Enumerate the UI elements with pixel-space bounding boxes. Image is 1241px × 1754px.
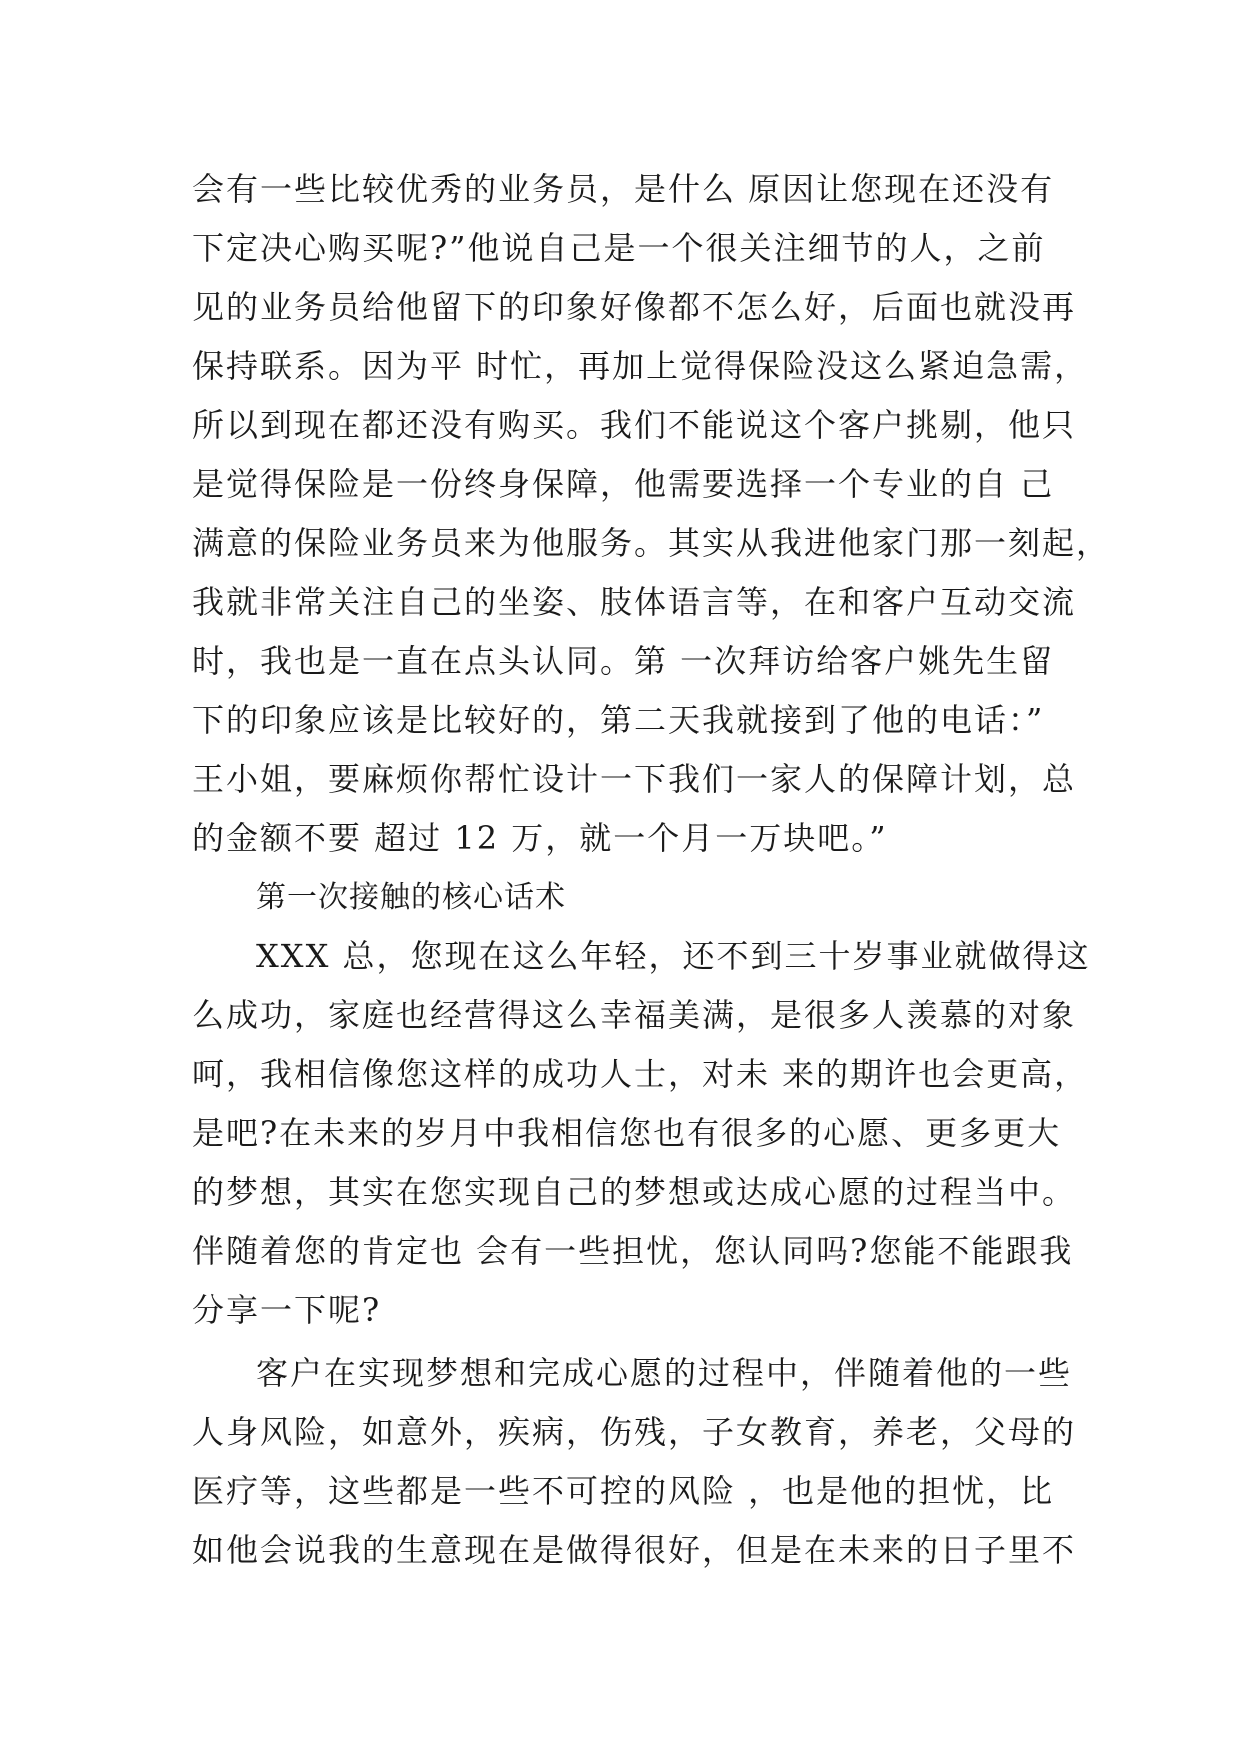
script-paragraph: [192, 927, 1091, 1340]
text-line: 会有一些比较优秀的业务员，是什么 原因让您现在还没有: [192, 170, 1055, 208]
text-line: 医疗等，这些都是一些不可控的风险 ，也是他的担忧，比: [192, 1472, 1055, 1510]
closing-paragraph: [192, 1344, 1077, 1580]
text-line: 客户在实现梦想和完成心愿的过程中，伴随着他的一些: [256, 1354, 1073, 1392]
text-line: 王小姐，要麻烦你帮忙设计一下我们一家人的保障计划，总: [192, 760, 1077, 798]
text-line: 人身风险，如意外，疾病，伤残，子女教育，养老，父母的: [192, 1413, 1077, 1451]
text-line: 如他会说我的生意现在是做得很好，但是在未来的日子里不: [192, 1531, 1077, 1569]
story-paragraph: [192, 160, 1111, 868]
text-line: 的金额不要 超过 12 万，就一个月一万块吧。”: [192, 819, 888, 857]
text-line: 是觉得保险是一份终身保障，他需要选择一个专业的自 己: [192, 465, 1055, 503]
text-line: 么成功，家庭也经营得这么幸福美满，是很多人羡慕的对象: [192, 996, 1077, 1034]
text-line: 时，我也是一直在点头认同。第 一次拜访给客户姚先生留: [192, 642, 1055, 680]
text-line: 的梦想，其实在您实现自己的梦想或达成心愿的过程当中。: [192, 1173, 1077, 1211]
text-line: 分享一下呢?: [192, 1291, 382, 1329]
text-line: 呵，我相信像您这样的成功人士，对未 来的期许也会更高，: [192, 1055, 1089, 1093]
text-line: 下的印象应该是比较好的，第二天我就接到了他的电话：”: [192, 701, 1045, 739]
document-body: [192, 160, 1111, 1580]
text-line: 是吧?在未来的岁月中我相信您也有很多的心愿、更多更大: [192, 1114, 1062, 1152]
text-line: XXX 总，您现在这么年轻，还不到三十岁事业就做得这: [256, 937, 1091, 975]
text-line: 所以到现在都还没有购买。我们不能说这个客户挑剔，他只: [192, 406, 1077, 444]
text-line: 伴随着您的肯定也 会有一些担忧，您认同吗?您能不能跟我: [192, 1232, 1074, 1270]
text-line: 保持联系。因为平 时忙，再加上觉得保险没这么紧迫急需，: [192, 347, 1089, 385]
text-line: 我就非常关注自己的坐姿、肢体语言等，在和客户互动交流: [192, 583, 1077, 621]
text-line: 见的业务员给他留下的印象好像都不怎么好，后面也就没再: [192, 288, 1077, 326]
text-line: 满意的保险业务员来为他服务。其实从我进他家门那一刻起，: [192, 524, 1111, 562]
text-line: 下定决心购买呢?”他说自己是一个很关注细节的人，之前: [192, 229, 1046, 267]
section-heading: 第一次接触的核心话术: [256, 880, 566, 915]
